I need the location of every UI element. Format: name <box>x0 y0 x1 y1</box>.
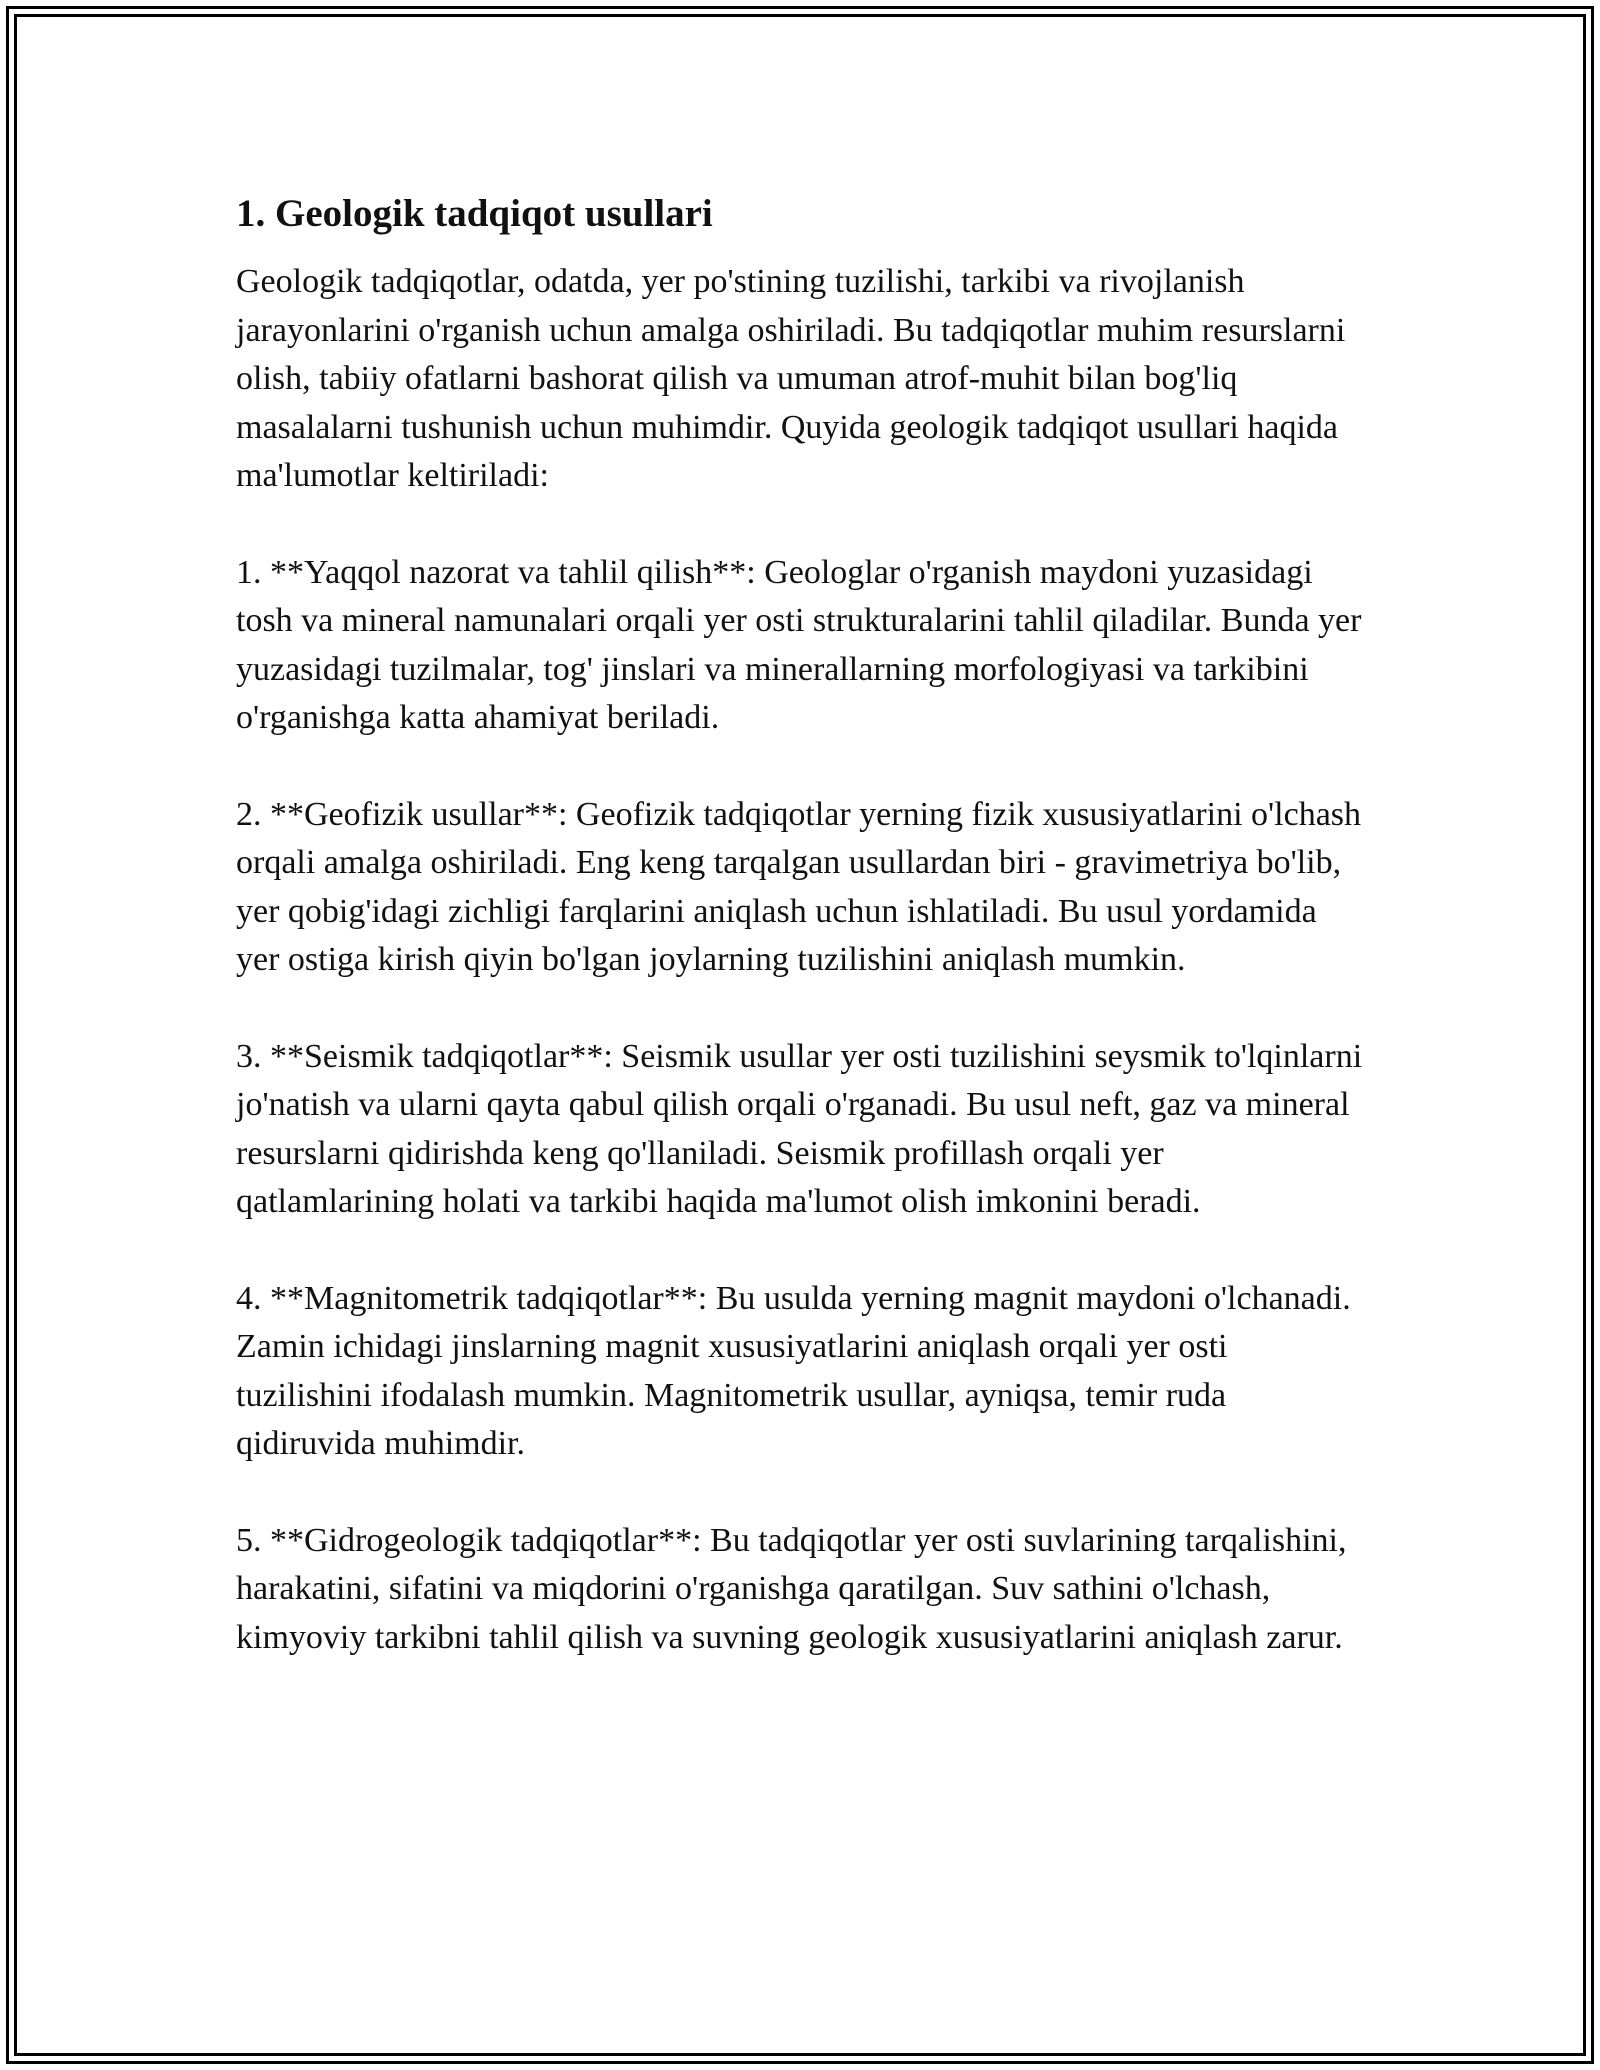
intro-paragraph: Geologik tadqiqotlar, odatda, yer po'stining tuzilishi, tarkibi va rivojlanish jarayonlarini o'rganish uchun amalga oshiriladi. Bu tadqiqotlar muhim resurslarni olish, tabiiy ofatlarni bashorat qilish va umuman atrof-muhit bilan bog'liq masalalarni tushunish uchun muhimdir. Quyida geologik tadqiqot usullari haqida ma'lumotlar keltiriladi: <box>236 263 1346 494</box>
method-paragraph-2: 2. **Geofizik usullar**: Geofizik tadqiqotlar yerning fizik xususiyatlarini o'lchash orqali amalga oshiriladi. Eng keng tarqalgan usullardan biri - gravimetriya bo'lib, yer qobig'idagi zichligi farqlarini aniqlash uchun ishlatiladi. Bu usul yordamida yer ostiga kirish qiyin bo'lgan joylarning tuzilishini aniqlash mumkin. <box>236 795 1362 978</box>
method-paragraph-5: 5. **Gidrogeologik tadqiqotlar**: Bu tadqiqotlar yer osti suvlarining tarqalishini, harakatini, sifatini va miqdorini o'rganishga qaratilgan. Suv sathini o'lchash, kimyoviy tarkibni tahlil qilish va suvning geologik xususiyatlarini aniqlash zarur. <box>236 1521 1347 1656</box>
method-paragraph-4: 4. **Magnitometrik tadqiqotlar**: Bu usulda yerning magnit maydoni o'lchanadi. Zamin ichidagi jinslarning magnit xususiyatlarini aniqlash orqali yer osti tuzilishini ifodalash mumkin. Magnitometrik usullar, ayniqsa, temir ruda qidiruvida muhimdir. <box>236 1279 1351 1462</box>
method-paragraph-3: 3. **Seismik tadqiqotlar**: Seismik usullar yer osti tuzilishini seysmik to'lqinlarni jo'natish va ularni qayta qabul qilish orqali o'rganadi. Bu usul neft, gaz va mineral resurslarni qidirishda keng qo'llaniladi. Seismik profillash orqali yer qatlamlarining holati va tarkibi haqida ma'lumot olish imkonini beradi. <box>236 1037 1363 1220</box>
method-paragraph-1: 1. **Yaqqol nazorat va tahlil qilish**: Geologlar o'rganish maydoni yuzasidagi tosh va mineral namunalari orqali yer osti strukturalarini tahlil qiladilar. Bunda yer yuzasidagi tuzilmalar, tog' jinslari va minerallarning morfologiyasi va tarkibini o'rganishga katta ahamiyat beriladi. <box>236 553 1362 736</box>
document-body <box>236 190 1366 1710</box>
document-title: 1. Geologik tadqiqot usullari <box>236 192 713 235</box>
